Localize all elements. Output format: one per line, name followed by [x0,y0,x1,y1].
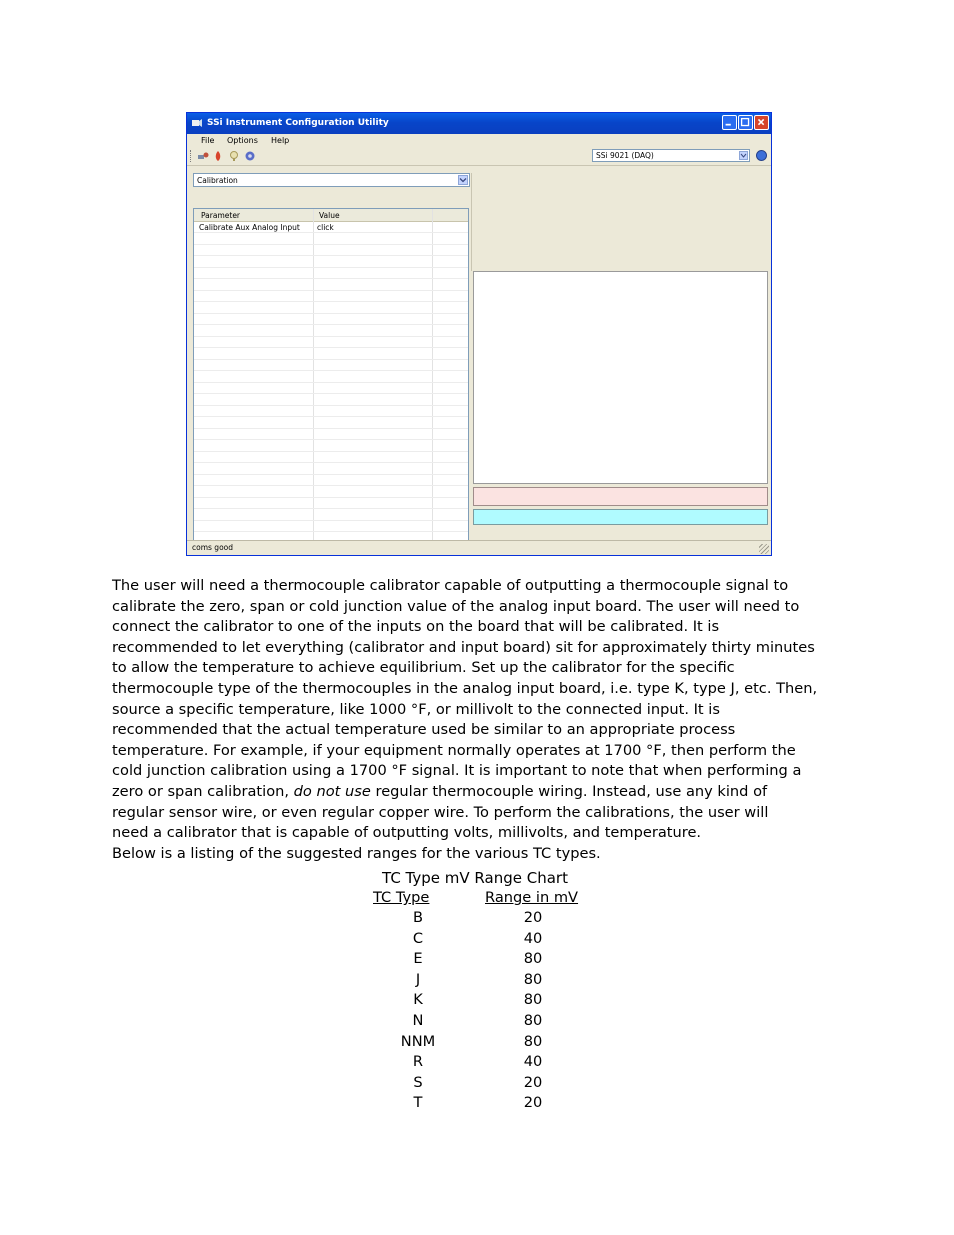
range-cell: 80 [523,991,543,1009]
grid-row-line [194,497,468,498]
grid-row-line [194,267,468,268]
minimize-button[interactable] [722,115,737,130]
paragraph-line: connect the calibrator to one of the inputs on the board that will be calibrated. It is [112,618,720,636]
grid-row-line [194,451,468,452]
help-icon[interactable] [756,150,767,161]
maximize-icon [739,116,752,129]
paragraph-line: to allow the temperature to achieve equilibrium. Set up the calibrator for the specific [112,659,735,677]
body-paragraph [112,576,852,864]
tc-type-cell: C [412,929,424,947]
grid-row-line [194,508,468,509]
paragraph-line: The user will need a thermocouple calibrator capable of outputting a thermocouple signal to [112,577,789,594]
chevron-down-icon [459,176,467,184]
tc-type-cell: N [412,1012,424,1029]
range-cell: 20 [523,909,543,926]
range-cell: 40 [523,929,543,947]
paragraph-line: recommended to let everything (calibrator and input board) sit for approximately thirty minutes [112,638,815,656]
menu-help[interactable]: Help [271,136,290,145]
paragraph-line: need a calibrator that is capable of outputting volts, millivolts, and temperature. [112,824,702,842]
grid-row-line [194,255,468,256]
grid-header [194,209,468,222]
close-button[interactable] [754,115,769,130]
status-text: coms good [192,543,234,552]
app-window [186,112,772,556]
app-icon [191,117,203,129]
section-selector[interactable] [193,173,470,187]
chevron-down-icon [740,152,747,159]
paragraph-line: regular sensor wire, or even regular copper wire. To perform the calibrations, the user will [112,803,769,821]
grid-cell-value[interactable]: click [317,223,334,232]
grid-row-line [194,428,468,429]
title-bar [187,113,771,134]
parameter-grid [193,208,469,556]
grid-row-line [194,324,468,325]
grid-row-line [194,531,468,532]
maximize-button[interactable] [738,115,753,130]
paragraph-line: source a specific temperature, like 1000 °F, or millivolt to the connected input. It is [112,700,720,718]
paragraph-line: calibrate the zero, span or cold junction value of the analog input board. The user will need to [112,597,800,615]
grid-row-line [194,290,468,291]
toolbar [187,148,771,166]
range-cell: 80 [523,1032,543,1050]
paragraph-line: recommended that the actual temperature used be similar to an appropriate process [112,721,736,739]
section-selector-value: Calibration [197,176,238,185]
resize-grip[interactable] [759,544,769,554]
emphasis-text: do not use [293,782,371,800]
column-header-tc-type: TC Type [373,889,430,906]
paragraph-line: temperature. For example, if your equipment normally operates at 1700 °F, then perform the [112,741,796,759]
tools-icon[interactable] [244,150,256,162]
menu-options[interactable]: Options [227,136,258,145]
column-header-value[interactable]: Value [319,211,340,220]
table-title: TC Type mV Range Chart [382,869,568,887]
tc-type-cell: B [412,909,423,926]
paragraph-text: zero or span calibration, [112,782,294,800]
grid-row-line [194,244,468,245]
paragraph-line: thermocouple type of the thermocouples in the analog input board, i.e. type K, type J, etc. Then, [112,679,818,697]
paragraph-text: regular thermocouple wiring. Instead, use any kind of [370,782,768,800]
grid-cell-parameter: Calibrate Aux Analog Input [199,223,300,232]
tc-type-cell: R [412,1053,424,1071]
range-cell: 20 [523,1094,543,1112]
paragraph-line: Below is a listing of the suggested ranges for the various TC types. [112,844,601,862]
grid-divider [313,209,314,556]
output-area [473,271,768,484]
close-icon [755,116,768,129]
grid-row-line [194,462,468,463]
info-status-box [473,509,768,525]
grid-row-line [194,439,468,440]
grid-row-line [194,359,468,360]
settings-icon[interactable] [228,150,240,162]
chevron-down-icon[interactable] [739,151,748,160]
tc-type-cell: E [413,950,423,968]
error-status-box [473,487,768,506]
status-bar [187,540,771,555]
range-cell: 20 [523,1073,543,1091]
info-panel [471,173,770,271]
tc-type-cell: J [415,970,421,988]
stop-icon[interactable] [212,150,224,162]
column-header-parameter[interactable]: Parameter [201,211,241,220]
device-selector-value: SSi 9021 (DAQ) [596,151,654,160]
grid-row-line [194,405,468,406]
column-header-range: Range in mV [485,889,579,906]
grid-row-line [194,382,468,383]
paragraph-line [112,782,852,803]
grid-row-line [194,336,468,337]
grid-row-line [194,232,468,233]
range-cell: 80 [523,950,543,968]
window-title: SSi Instrument Configuration Utility [207,118,389,128]
grid-row-line [194,416,468,417]
grid-row-line [194,313,468,314]
range-cell: 80 [523,1012,543,1029]
grid-row-line [194,485,468,486]
connect-icon[interactable] [197,150,209,162]
grid-row-line [194,347,468,348]
grid-row-line [194,370,468,371]
tc-type-cell: K [413,991,423,1009]
toolbar-grip [190,150,193,162]
range-cell: 40 [523,1053,543,1071]
grid-divider [432,209,433,556]
paragraph-line: cold junction calibration using a 1700 °F signal. It is important to note that when performing a [112,762,802,780]
grid-row-line [194,393,468,394]
menu-bar [187,134,771,148]
minimize-icon [723,116,736,129]
tc-type-cell: NNM [400,1032,436,1050]
grid-row-line [194,278,468,279]
grid-row-line [194,520,468,521]
tc-type-cell: T [413,1094,423,1112]
tc-type-cell: S [413,1073,423,1091]
chevron-down-icon[interactable] [458,175,468,185]
menu-file[interactable]: File [201,136,215,145]
range-cell: 80 [523,970,543,988]
grid-row-line [194,474,468,475]
grid-row-line [194,301,468,302]
device-selector[interactable] [592,149,750,162]
